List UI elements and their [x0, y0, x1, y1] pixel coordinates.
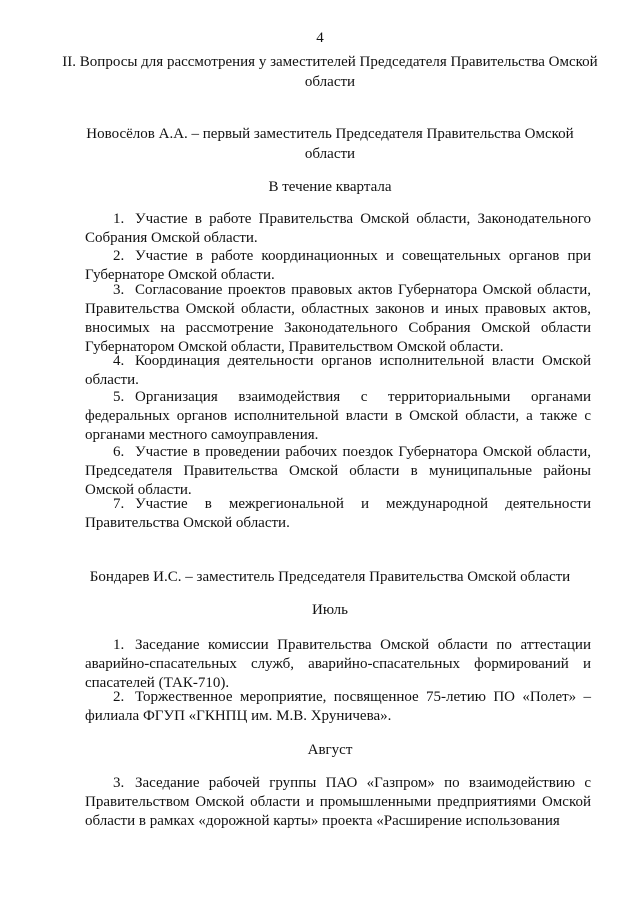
item-text: Участие в работе координационных и совещательных органов при Губернаторе Омской области.	[85, 248, 591, 283]
item-text: Координация деятельности органов исполнительной власти Омской области.	[85, 353, 591, 388]
item-number: 1.	[113, 637, 125, 653]
period-heading: В течение квартала	[268, 179, 392, 195]
item-text: Участие в работе Правительства Омской области, Законодательного Собрания Омской области.	[85, 211, 591, 246]
month-heading-august: Август	[307, 742, 353, 758]
list-item	[85, 210, 591, 248]
item-number: 5.	[113, 389, 125, 405]
item-text: Участие в проведении рабочих поездок Губернатора Омской области, Председателя Правительства Омской области в муниципальные районы Омской области.	[85, 444, 591, 498]
item-number: 3.	[113, 282, 125, 298]
list-item	[85, 247, 591, 285]
list-item	[85, 636, 591, 693]
item-number: 1.	[113, 211, 125, 227]
list-item	[85, 774, 591, 831]
item-text: Согласование проектов правовых актов Губернатора Омской области, Правительства Омской области, областных законов и иных правовых актов, вносимых на рассмотрение Законодательного Собрания Омской области Губернатором Омской области, Правительством Омской области.	[85, 282, 591, 355]
month-heading-july: Июль	[312, 602, 348, 618]
item-number: 2.	[113, 248, 125, 264]
item-text: Участие в межрегиональной и международной деятельности Правительства Омской области.	[85, 496, 591, 531]
section-title: II. Вопросы для рассмотрения у заместителей Председателя Правительства Омской области	[62, 54, 598, 90]
item-number: 7.	[113, 496, 125, 512]
item-text: Организация взаимодействия с территориальными органами федеральных органов исполнительной власти в Омской области, а также с органами местного самоуправления.	[85, 389, 591, 443]
item-text: Торжественное мероприятие, посвященное 75-летию ПО «Полет» – филиала ФГУП «ГКНПЦ им. М.В. Хруничева».	[85, 689, 591, 724]
item-number: 6.	[113, 444, 125, 460]
page-number: 4	[316, 30, 324, 46]
item-number: 2.	[113, 689, 125, 705]
item-text: Заседание комиссии Правительства Омской области по аттестации аварийно-спасательных служб, аварийно-спасательных формирований и спасателей (ТАК-710).	[85, 637, 591, 691]
list-item	[85, 281, 591, 357]
list-item	[85, 388, 591, 445]
item-number: 4.	[113, 353, 125, 369]
list-item	[85, 688, 591, 726]
list-item	[85, 352, 591, 390]
item-number: 3.	[113, 775, 125, 791]
person-heading-bondarev: Бондарев И.С. – заместитель Председателя Правительства Омской области	[89, 569, 571, 585]
item-text: Заседание рабочей группы ПАО «Газпром» по взаимодействию с Правительством Омской области и промышленными предприятиями Омской области в рамках «дорожной карты» проекта «Расширение использования	[85, 775, 591, 829]
list-item	[85, 495, 591, 533]
list-item	[85, 443, 591, 500]
person-heading-novoselov: Новосёлов А.А. – первый заместитель Председателя Правительства Омской области	[86, 126, 574, 162]
